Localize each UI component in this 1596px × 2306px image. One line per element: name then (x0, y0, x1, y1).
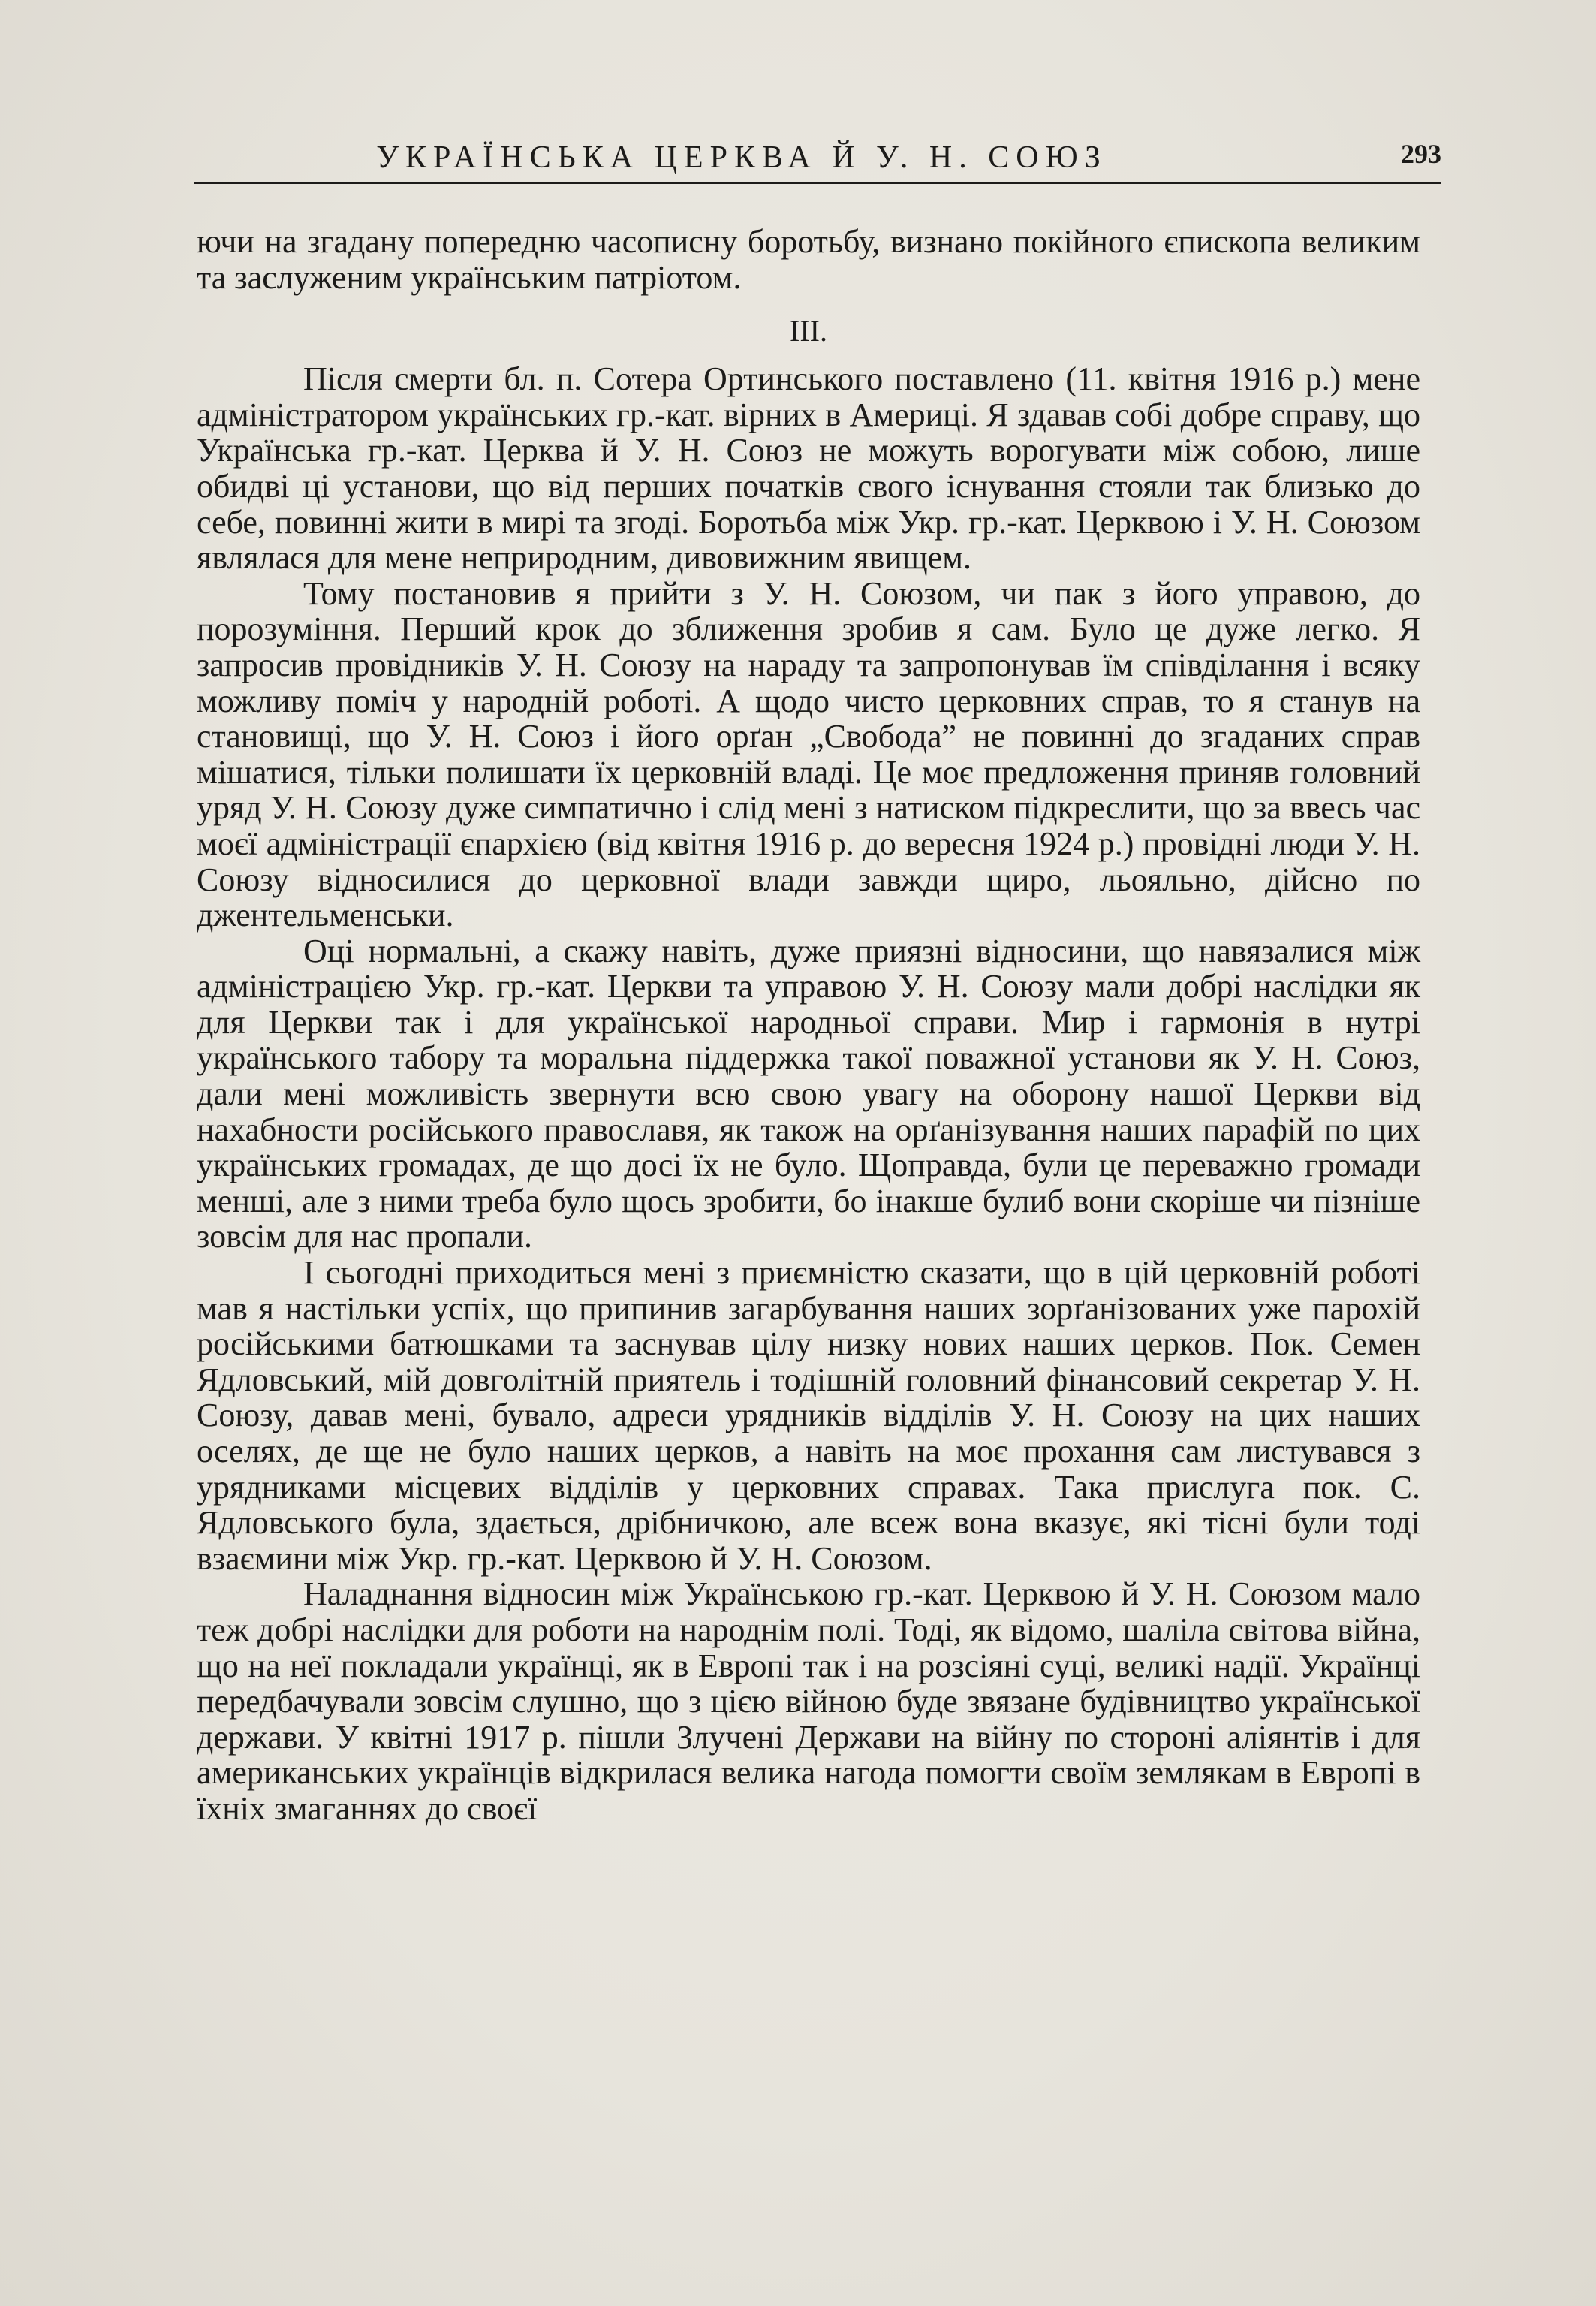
intro-paragraph: ючи на згадану попередню часописну боротьбу, визнано покійного єпископа великим та заслуженим українським патріотом. (197, 223, 1420, 296)
page-number: 293 (1401, 139, 1441, 169)
paragraph: Оці нормальні, а скажу навіть, дуже приязні відносини, що навязалися між адміністрацією Укр. гр.-кат. Церкви та управою У. Н. Союзу мали добрі наслідки як для Церкви так і для української народньої справи. Мир і гармонія в нутрі українського табору та моральна піддержка такої поважної установи як У. Н. Союз, дали мені можливість звернути всю свою увагу на оборону нашої Церкви від нахабности російського православя, як також на орґанізування наших парафій по цих українських громадах, де що досі їх не було. Щоправда, були це переважно громади менші, але з ними треба було щось зробити, бо інакше булиб вони скоріше чи пізніше зовсім для нас пропали. (197, 932, 1420, 1255)
body-text (197, 224, 1420, 1827)
paragraph: Тому постановив я прийти з У. Н. Союзом, чи пак з його управою, до порозуміння. Перший крок до зближення зробив я сам. Було це дуже легко. Я запросив провідників У. Н. Союзу на нараду та запропонував їм співділання і всяку можливу поміч у народній роботі. А щодо чисто церковних справ, то я станув на становищі, що У. Н. Союз і його орґан „Свобода” не повинні до згаданих справ мішатися, тільки полишати їх церковній владі. Це моє предложення приняв головний уряд У. Н. Союзу дуже симпатично і слід мені з натиском підкреслити, що за ввесь час моєї адміністрації єпархією (від квітня 1916 р. до вересня 1924 р.) провідні люди У. Н. Союзу відносилися до церковної влади завжди щиро, льояльно, дійсно по джентельменськи. (197, 574, 1420, 934)
header-rule (194, 182, 1441, 184)
paragraph: Після смерти бл. п. Сотера Ортинського поставлено (11. квітня 1916 р.) мене адміністратором українських гр.-кат. вірних в Америці. Я здавав собі добре справу, що Українська гр.-кат. Церква й У. Н. Союз не можуть ворогувати між собою, лише обидві ці установи, що від перших початків свого існування стояли так близько до себе, повинні жити в мирі та згоді. Боротьба між Укр. гр.-кат. Церквою і У. Н. Союзом являлася для мене неприродним, дивовижним явищем. (197, 360, 1420, 577)
paragraph: Наладнання відносин між Українською гр.-кат. Церквою й У. Н. Союзом мало теж добрі наслідки для роботи на народнім полі. Тоді, як відомо, шаліла світова війна, що на неї покладали українці, як в Европі так і на розсіяні суці, великі надії. Українці передбачували зовсім слушно, що з цією війною буде звязане будівництво української держави. У квітні 1917 р. пішли Злучені Держави на війну по стороні аліянтів і для американських українців відкрилася велика нагода помогти своїм землякам в Европі в їхніх змаганнях до своєї (197, 1575, 1420, 1827)
running-title: УКРАЇНСЬКА ЦЕРКВА Й У. Н. СОЮЗ (376, 140, 1107, 175)
running-header (194, 132, 1441, 185)
section-heading: III. (790, 314, 827, 348)
paragraph: І сьогодні приходиться мені з приємністю сказати, що в цій церковній роботі мав я настільки успіх, що припинив загарбування наших зорґанізованих уже парохій російськими батюшками та заснував цілу низку нових наших церков. Пок. Семен Ядловський, мій довголітній приятель і тодішній головний фінансовий секретар У. Н. Союзу, давав мені, бувало, адреси урядників відділів У. Н. Союзу на цих наших оселях, де ще не було наших церков, а навіть на моє прохання сам листувався з урядниками місцевих відділів у церковних справах. Така прислуга пок. С. Ядловського була, здається, дрібничкою, але всеж вона вказує, які тісні були тоді взаємини між Укр. гр.-кат. Церквою й У. Н. Союзом. (197, 1254, 1420, 1577)
